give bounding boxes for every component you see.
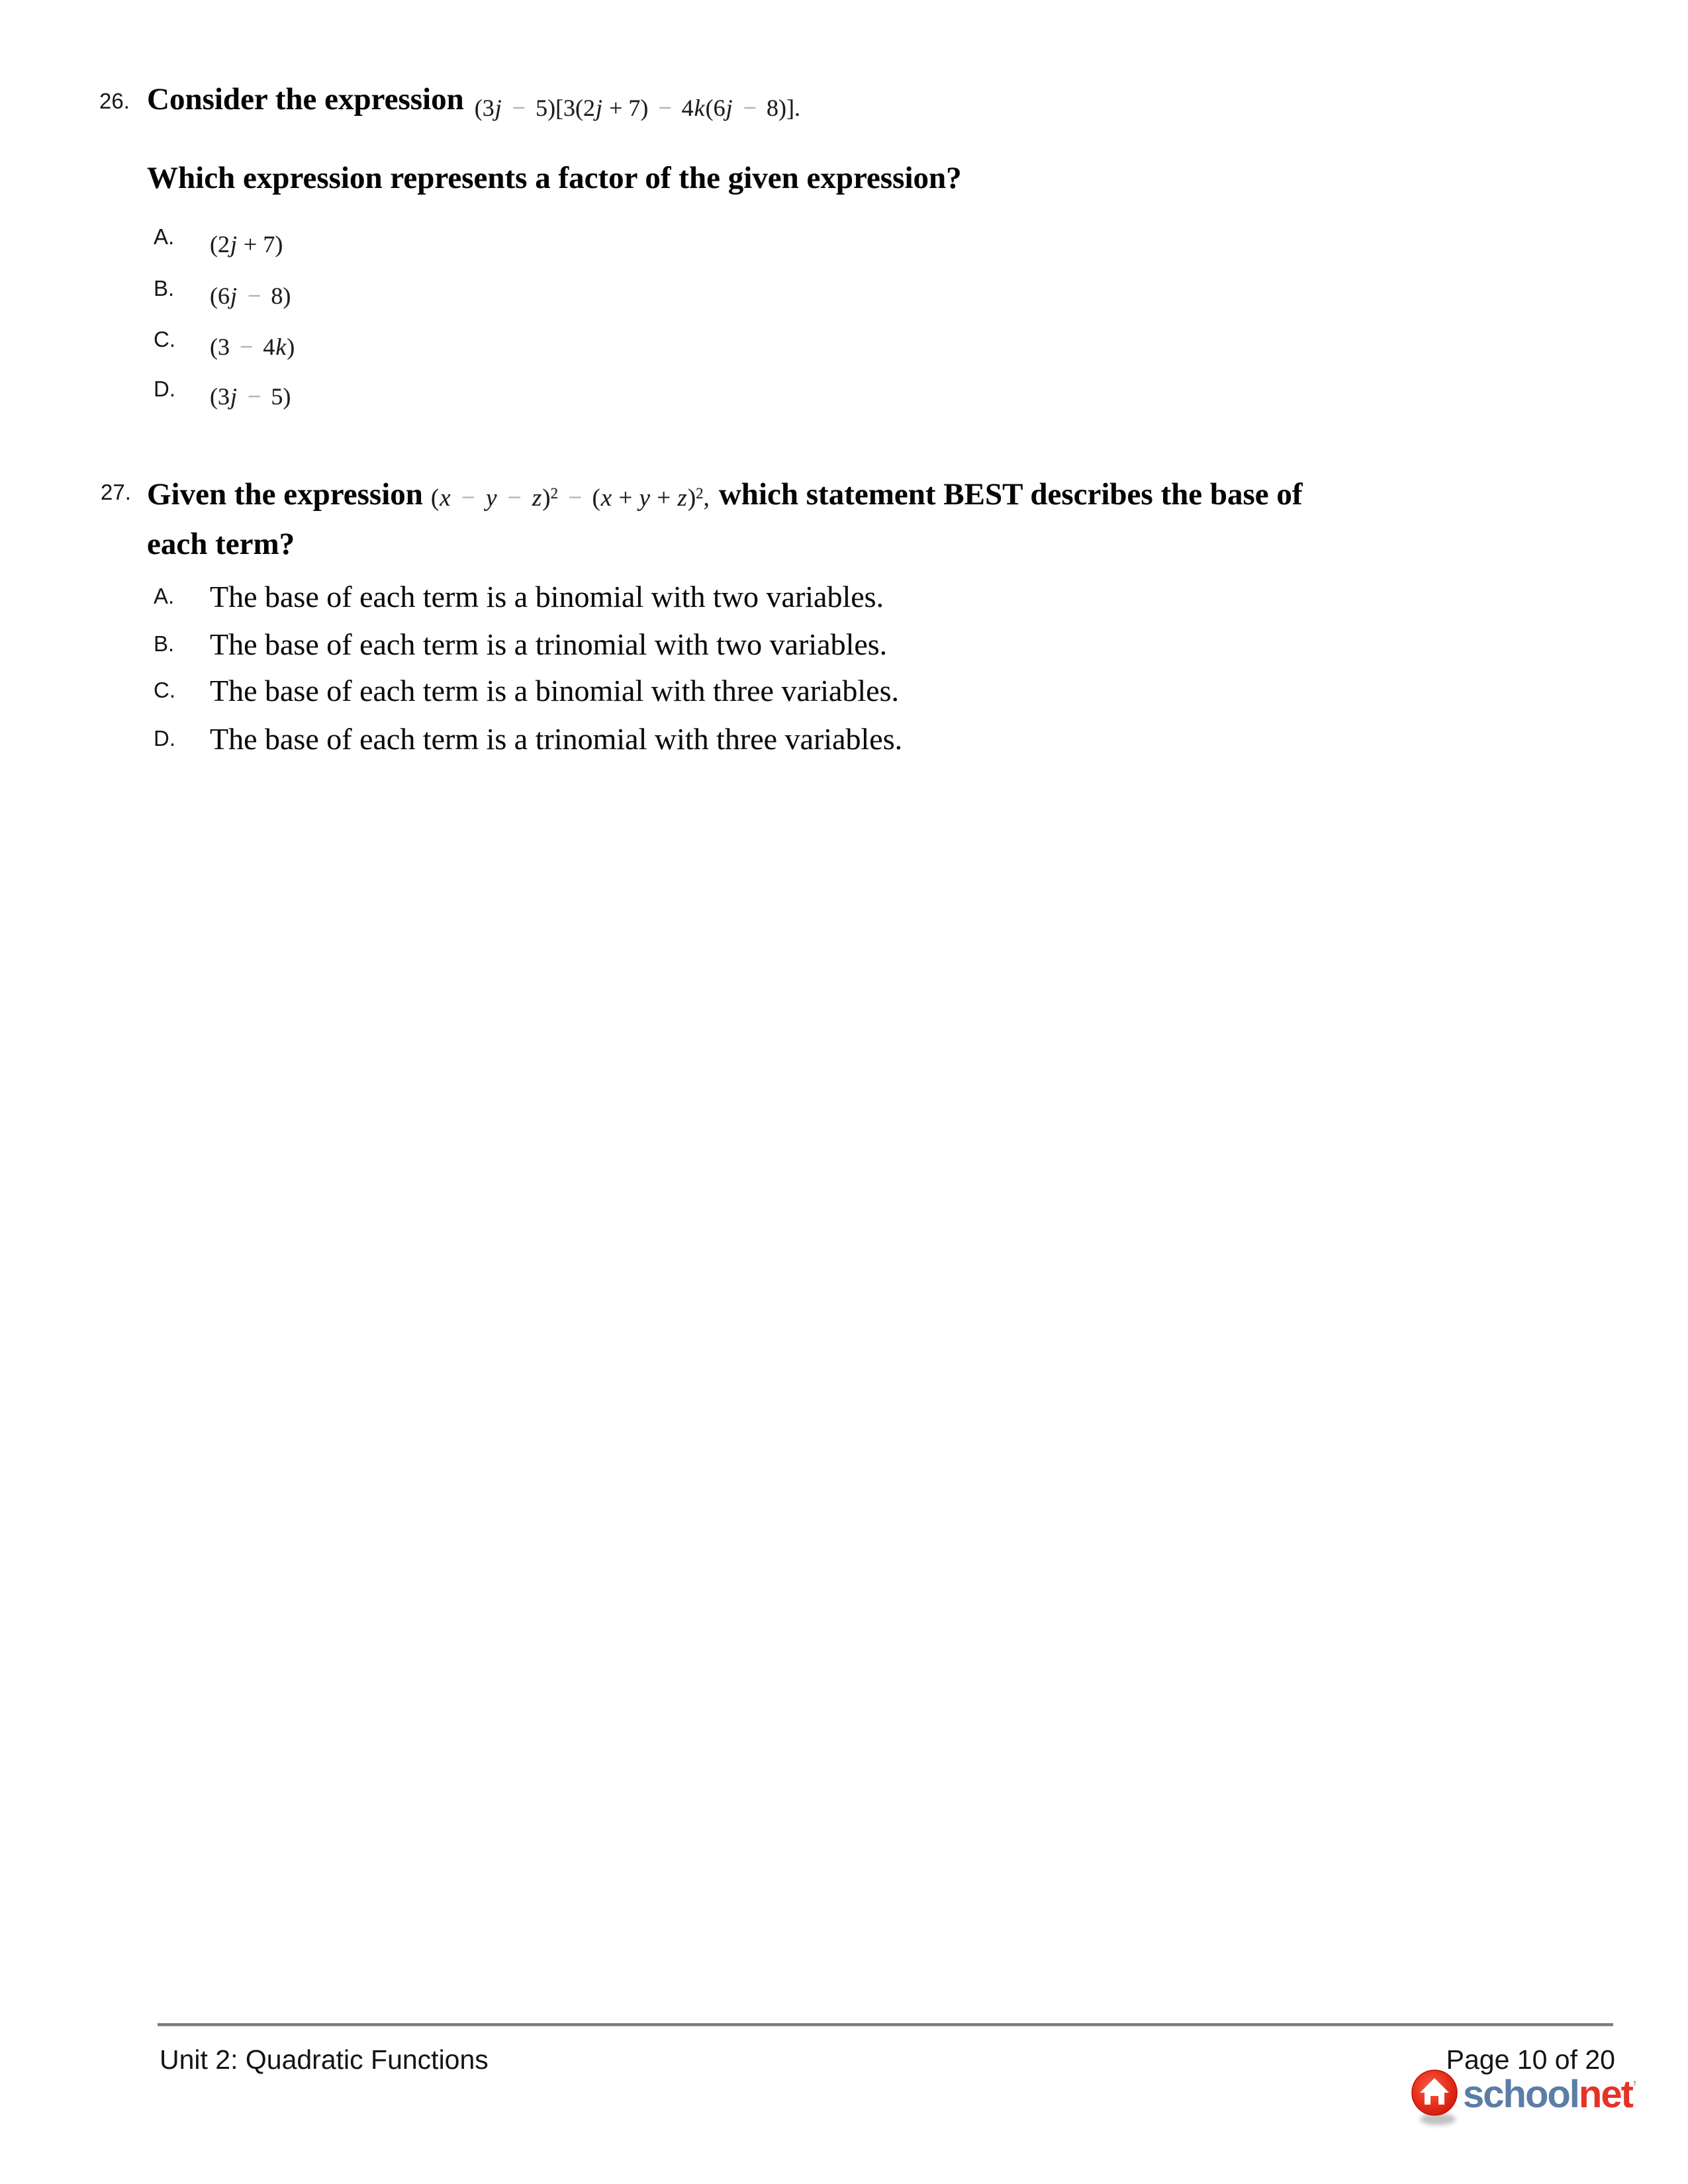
footer-divider <box>158 2023 1613 2026</box>
question-27-option-a <box>154 582 884 612</box>
question-26-option-c <box>154 325 295 359</box>
question-27-number: 27. <box>101 480 131 504</box>
question-26-option-a <box>154 222 283 256</box>
option-expression: (3 − 4k) <box>210 334 295 360</box>
footer-unit-title: Unit 2: Quadratic Functions <box>160 2044 489 2075</box>
option-letter: B. <box>154 631 175 656</box>
question-26-expression: (3j − 5)[3(2j + 7) − 4k(6j − 8)]. <box>474 95 800 121</box>
schoolnet-logo <box>1409 2066 1637 2130</box>
option-letter: C. <box>154 327 175 351</box>
question-26-prompt: Which expression represents a factor of the given expression? <box>147 161 962 195</box>
option-letter: A. <box>154 584 175 608</box>
schoolnet-wordmark <box>1463 2066 1637 2114</box>
option-letter: A. <box>154 224 175 249</box>
question-27-stem-line2: each term? <box>147 527 295 561</box>
option-letter: B. <box>154 276 175 300</box>
option-text: The base of each term is a trinomial with three variables. <box>210 722 903 756</box>
option-letter: D. <box>154 726 175 751</box>
option-letter: C. <box>154 678 175 702</box>
home-icon <box>1409 2066 1463 2130</box>
option-letter: D. <box>154 377 175 401</box>
option-expression: (3j − 5) <box>210 383 291 410</box>
question-27-option-c <box>154 676 899 706</box>
question-26-number: 26. <box>99 89 130 113</box>
option-expression: (6j − 8) <box>210 283 291 309</box>
question-26-stem-row <box>99 84 800 120</box>
question-26-option-b <box>154 274 291 308</box>
trademark-mark: ’ <box>1632 2077 1638 2097</box>
logo-word-school: school <box>1463 2073 1579 2116</box>
question-26-option-d <box>154 375 291 408</box>
option-text: The base of each term is a binomial with two variables. <box>210 580 884 614</box>
question-26-stem-text: Consider the expression <box>147 82 464 116</box>
option-text: The base of each term is a trinomial with two variables. <box>210 627 888 661</box>
question-27-option-d <box>154 724 902 754</box>
logo-word-net: net <box>1578 2073 1632 2116</box>
question-27-stem-row <box>101 479 1303 510</box>
question-27-expression: $(x - y - z)^2 - (x + y + z)^2$, <box>430 484 710 512</box>
question-27-option-b <box>154 629 887 660</box>
question-27-stem-suffix: which statement BEST describes the base of <box>718 477 1303 512</box>
option-expression: (2j + 7) <box>210 231 283 257</box>
option-text: The base of each term is a binomial with three variables. <box>210 674 899 707</box>
question-27-stem-text: Given the expression <box>147 477 423 512</box>
footer-page-number: Page 10 of 20 <box>1446 2044 1615 2075</box>
